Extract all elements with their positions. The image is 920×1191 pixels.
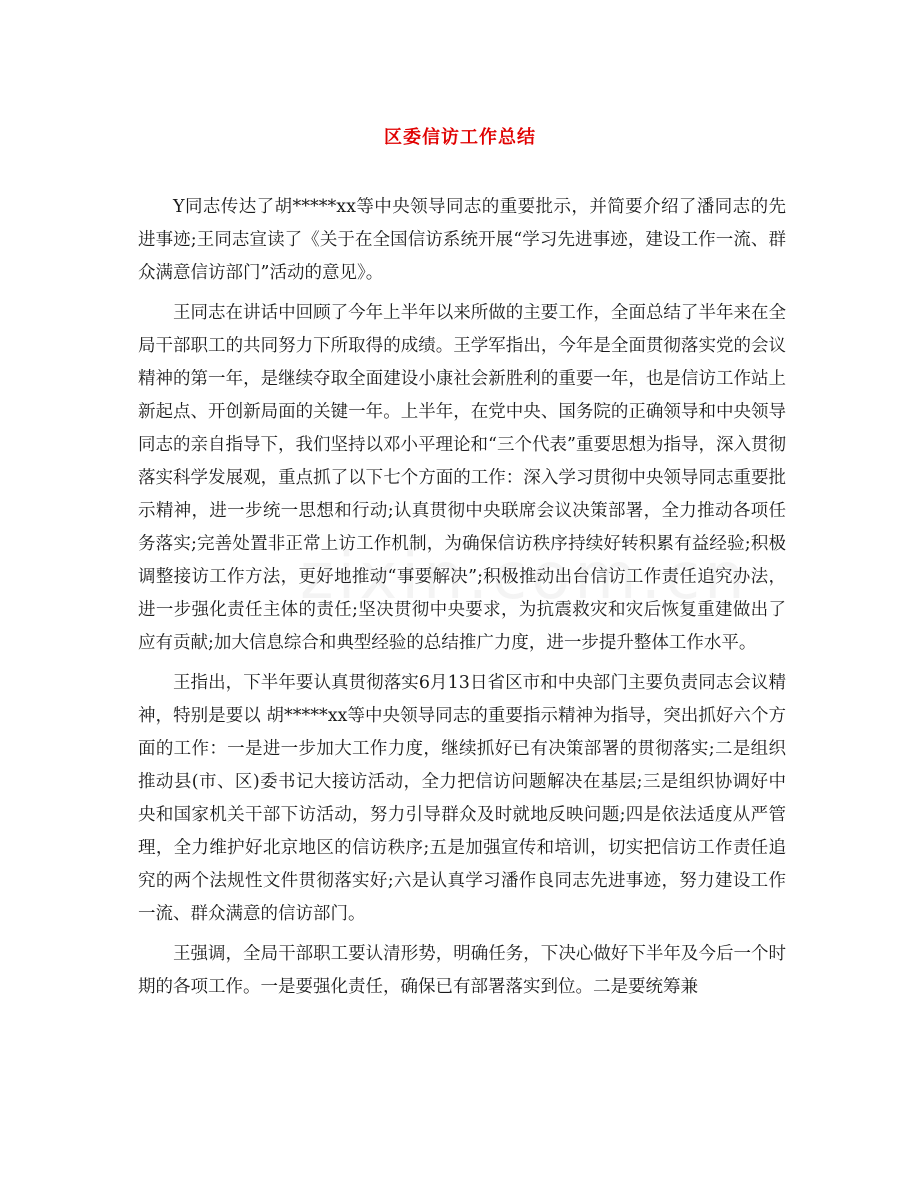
document-title: 区委信访工作总结 xyxy=(384,127,536,148)
paragraph-4: 王强调，全局干部职工要认清形势，明确任务，下决心做好下半年及今后一个时期的各项工作。一是要强化责任，确保已有部署落实到位。二是要统筹兼 xyxy=(138,944,786,997)
document-body xyxy=(138,191,786,1011)
paragraph-1: Y同志传达了胡*****xx等中央领导同志的重要批示，并简要介绍了潘同志的先进事迹;王同志宣读了《关于在全国信访系统开展“学习先进事迹，建设工作一流、群众满意信访部门”活动的意见》。 xyxy=(138,197,786,283)
paragraph-2: 王同志在讲话中回顾了今年上半年以来所做的主要工作，全面总结了半年来在全局干部职工的共同努力下所取得的成绩。王学军指出，今年是全面贯彻落实党的会议精神的第一年，是继续夺取全面建设小康社会新胜利的重要一年，也是信访工作站上新起点、开创新局面的关键一年。上半年，在党中央、国务院的正确领导和中央领导同志的亲自指导下，我们坚持以邓小平理论和“三个代表”重要思想为指导，深入贯彻落实科学发展观，重点抓了以下七个方面的工作：深入学习贯彻中央领导同志重要批示精神，进一步统一思想和行动;认真贯彻中央联席会议决策部署，全力推动各项任务落实;完善处置非正常上访工作机制，为确保信访秩序持续好转积累有益经验;积极调整接访工作方法，更好地推动“事要解决”;积极推动出台信访工作责任追究办法，进一步强化责任主体的责任;坚决贯彻中央要求，为抗震救灾和灾后恢复重建做出了应有贡献;加大信息综合和典型经验的总结推广力度，进一步提升整体工作水平。 xyxy=(138,303,786,653)
paragraph-3: 王指出，下半年要认真贯彻落实6月13日省区市和中央部门主要负责同志会议精神，特别是要以 胡*****xx等中央领导同志的重要指示精神为指导，突出抓好六个方面的工作：一是进一步加大工作力度，继续抓好已有决策部署的贯彻落实;二是组织推动县(市、区)委书记大接访活动，全力把信访问题解决在基层;三是组织协调好中央和国家机关干部下访活动，努力引导群众及时就地反映问题;四是依法适度从严管理，全力维护好北京地区的信访秩序;五是加强宣传和培训，切实把信访工作责任追究的两个法规性文件贯彻落实好;六是认真学习潘作良同志先进事迹，努力建设工作一流、群众满意的信访部门。 xyxy=(138,673,786,924)
